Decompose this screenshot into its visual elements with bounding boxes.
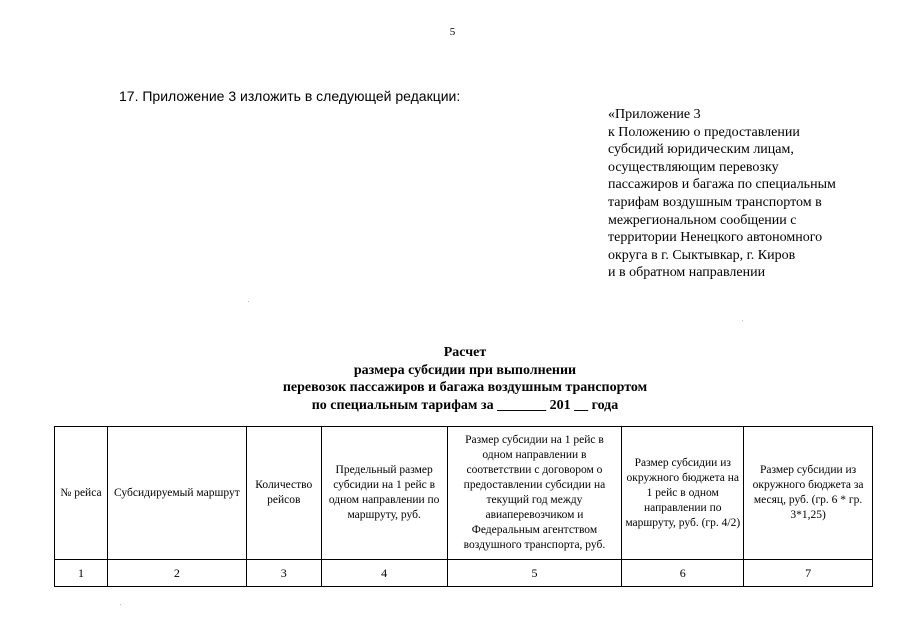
column-number: 2 bbox=[107, 560, 246, 587]
column-number: 6 bbox=[622, 560, 744, 587]
column-number: 5 bbox=[447, 560, 622, 587]
subsidy-calculation-table bbox=[54, 426, 873, 587]
table-header-row bbox=[55, 427, 873, 560]
column-number: 4 bbox=[321, 560, 447, 587]
header-max-subsidy: Предельный размер субсидии на 1 рейс в одном направлении по маршруту, руб. bbox=[321, 427, 447, 560]
appendix-line: тарифам воздушным транспортом в bbox=[608, 194, 822, 210]
amendment-instruction: 17. Приложение 3 изложить в следующей редакции: bbox=[119, 88, 461, 104]
header-flight-count: Количество рейсов bbox=[246, 427, 321, 560]
scan-speck bbox=[248, 301, 249, 302]
header-district-subsidy-month: Размер субсидии из окружного бюджета за месяц, руб. (гр. 6 * гр. 3*1,25) bbox=[744, 427, 873, 560]
header-route: Субсидируемый маршрут bbox=[107, 427, 246, 560]
page-number: 5 bbox=[449, 26, 456, 38]
appendix-line: к Положению о предоставлении bbox=[608, 124, 800, 140]
column-number: 3 bbox=[246, 560, 321, 587]
title-line: размера субсидии при выполнении bbox=[353, 362, 577, 378]
table-row bbox=[55, 560, 873, 587]
appendix-line: субсидий юридическим лицам, bbox=[608, 142, 794, 158]
document-title bbox=[0, 344, 905, 414]
title-line: перевозок пассажиров и багажа воздушным транспортом bbox=[282, 380, 648, 395]
scan-speck bbox=[120, 604, 121, 605]
appendix-line: и в обратном направлении bbox=[608, 265, 766, 281]
header-flight-number: № рейса bbox=[55, 427, 108, 560]
title-line: по специальным тарифам за _______ 201 __ года bbox=[311, 397, 619, 413]
appendix-header bbox=[608, 106, 836, 282]
title-line: Расчет bbox=[443, 345, 487, 360]
appendix-line: «Приложение 3 bbox=[608, 107, 701, 122]
column-number: 7 bbox=[744, 560, 873, 587]
appendix-line: осуществляющим перевозку bbox=[608, 159, 779, 175]
scan-speck bbox=[742, 320, 743, 321]
appendix-line: межрегиональном сообщении с bbox=[608, 212, 797, 228]
appendix-line: территории Ненецкого автономного bbox=[608, 230, 823, 246]
header-federal-subsidy: Размер субсидии на 1 рейс в одном направлении в соответствии с договором о предоставлении субсидии на текущий год между авиаперевозчиком и Федеральным агентством воздушного транспорта, руб. bbox=[447, 427, 622, 560]
appendix-line: пассажиров и багажа по специальным bbox=[608, 177, 836, 193]
appendix-line: округа в г. Сыктывкар, г. Киров bbox=[608, 247, 796, 263]
column-number: 1 bbox=[55, 560, 108, 587]
header-district-subsidy-per-flight: Размер субсидии из окружного бюджета на 1 рейс в одном направлении по маршруту, руб. (гр. 4/2) bbox=[622, 427, 744, 560]
